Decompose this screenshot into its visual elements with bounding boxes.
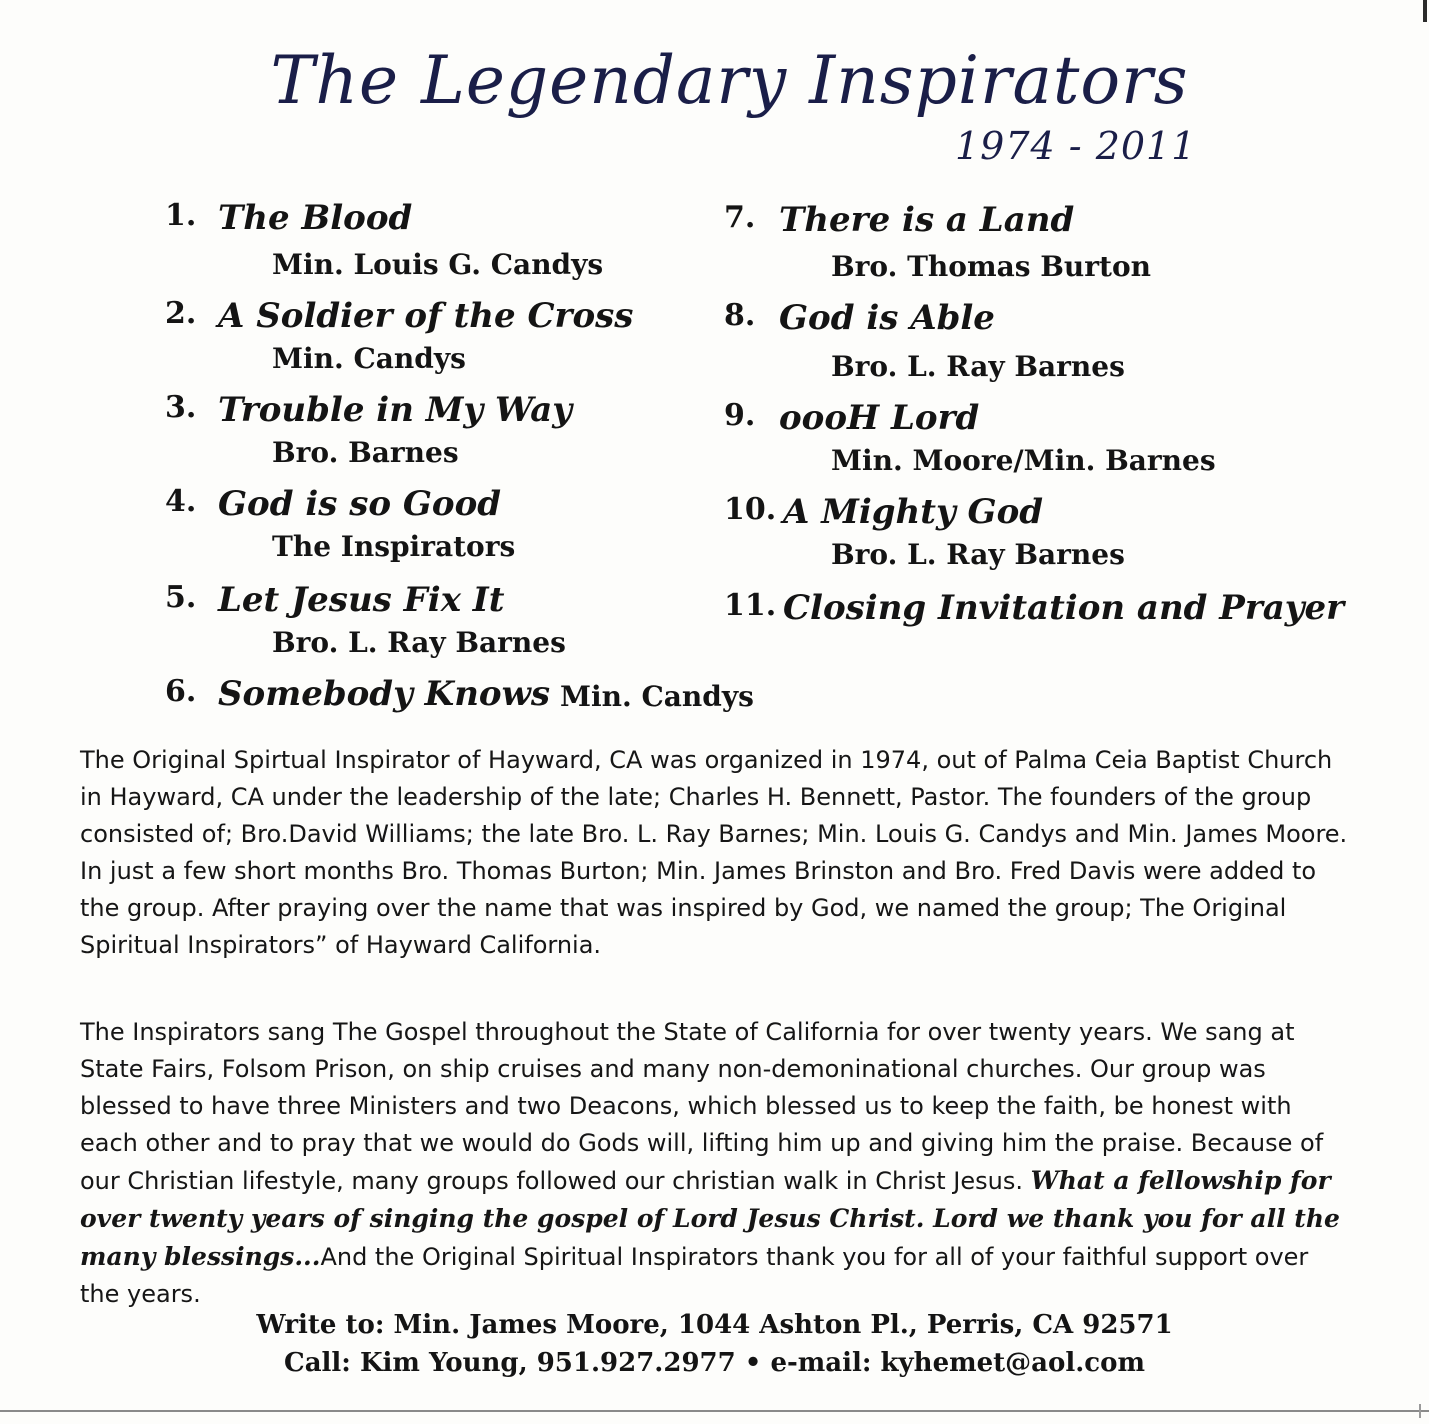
track-number: 4. [165, 484, 197, 519]
scan-edge-mark [1423, 0, 1427, 22]
track-title: God is so Good [218, 484, 502, 524]
track-number: 1. [165, 198, 197, 233]
history-text: The Inspirators sang The Gospel throughout the State of California for over twenty years. We sang at State Fairs, Folsom Prison, on ship cruises and many non-demoninational churches. Our group was blessed to have three Ministers and two Deacons, which blessed us to keep the faith, be honest with each other and to pray that we would do Gods will, lifting him up and giving him the praise. Because of our Christian lifestyle, many groups followed our christian walk in Christ Jesus. [80, 1018, 1324, 1195]
track-title: oooH Lord [779, 398, 980, 438]
track-title: Somebody Knows [218, 674, 551, 714]
track-artist: Bro. L. Ray Barnes [272, 626, 566, 659]
album-years: 1974 - 2011 [955, 124, 1197, 168]
album-title: The Legendary Inspirators [270, 42, 1189, 119]
track-number: 3. [165, 390, 197, 425]
track-artist: Bro. L. Ray Barnes [831, 538, 1125, 571]
contact-phone-email: Call: Kim Young, 951.927.2977 • e-mail: kyhemet@aol.com [284, 1348, 1145, 1378]
track-artist: Min. Candys [560, 680, 754, 713]
history-text: And the Original Spiritual Inspirators thank you for all of your faithful support over the years. [80, 1243, 1309, 1308]
track-number: 6. [165, 674, 197, 709]
track-title: A Mighty God [783, 492, 1044, 532]
track-number: 9. [724, 398, 756, 433]
track-artist: Bro. Barnes [272, 436, 459, 469]
track-artist: Bro. L. Ray Barnes [831, 350, 1125, 383]
contact-address: Write to: Min. James Moore, 1044 Ashton Pl., Perris, CA 92571 [256, 1310, 1173, 1340]
track-number: 10. [724, 492, 777, 527]
track-title: The Blood [218, 198, 413, 238]
history-paragraph [80, 1014, 1355, 1313]
scan-corner-mark [1419, 1404, 1421, 1418]
track-number: 7. [724, 200, 756, 235]
track-number: 5. [165, 580, 197, 615]
track-title: God is Able [779, 298, 995, 338]
track-number: 8. [724, 298, 756, 333]
track-title: A Soldier of the Cross [218, 296, 634, 336]
track-artist: Min. Louis G. Candys [272, 248, 604, 281]
history-emphasis: What a fellowship for over twenty years of singing the gospel of Lord Jesus Christ. Lord we thank you for all the many blessings... [80, 1166, 1340, 1271]
history-paragraph: The Original Spirtual Inspirator of Hayward, CA was organized in 1974, out of Palma Ceia Baptist Church in Hayward, CA under the leadership of the late; Charles H. Bennett, Pastor. The founders of the group consisted of; Bro.David Williams; the late Bro. L. Ray Barnes; Min. Louis G. Candys and Min. James Moore. In just a few short months Bro. Thomas Burton; Min. James Brinston and Bro. Fred Davis were added to the group. After praying over the name that was inspired by God, we named the group; The Original Spiritual Inspirators” of Hayward California. [80, 746, 1348, 959]
track-artist: Min. Candys [272, 342, 466, 375]
track-title: Closing Invitation and Prayer [783, 588, 1345, 628]
scan-bottom-edge [0, 1410, 1429, 1412]
track-artist: Bro. Thomas Burton [831, 250, 1151, 283]
track-title: There is a Land [779, 200, 1075, 240]
track-title: Trouble in My Way [218, 390, 573, 430]
track-artist: The Inspirators [272, 530, 516, 563]
track-number: 11. [724, 588, 777, 623]
track-title: Let Jesus Fix It [218, 580, 505, 620]
track-number: 2. [165, 296, 197, 331]
track-artist: Min. Moore/Min. Barnes [831, 444, 1216, 477]
